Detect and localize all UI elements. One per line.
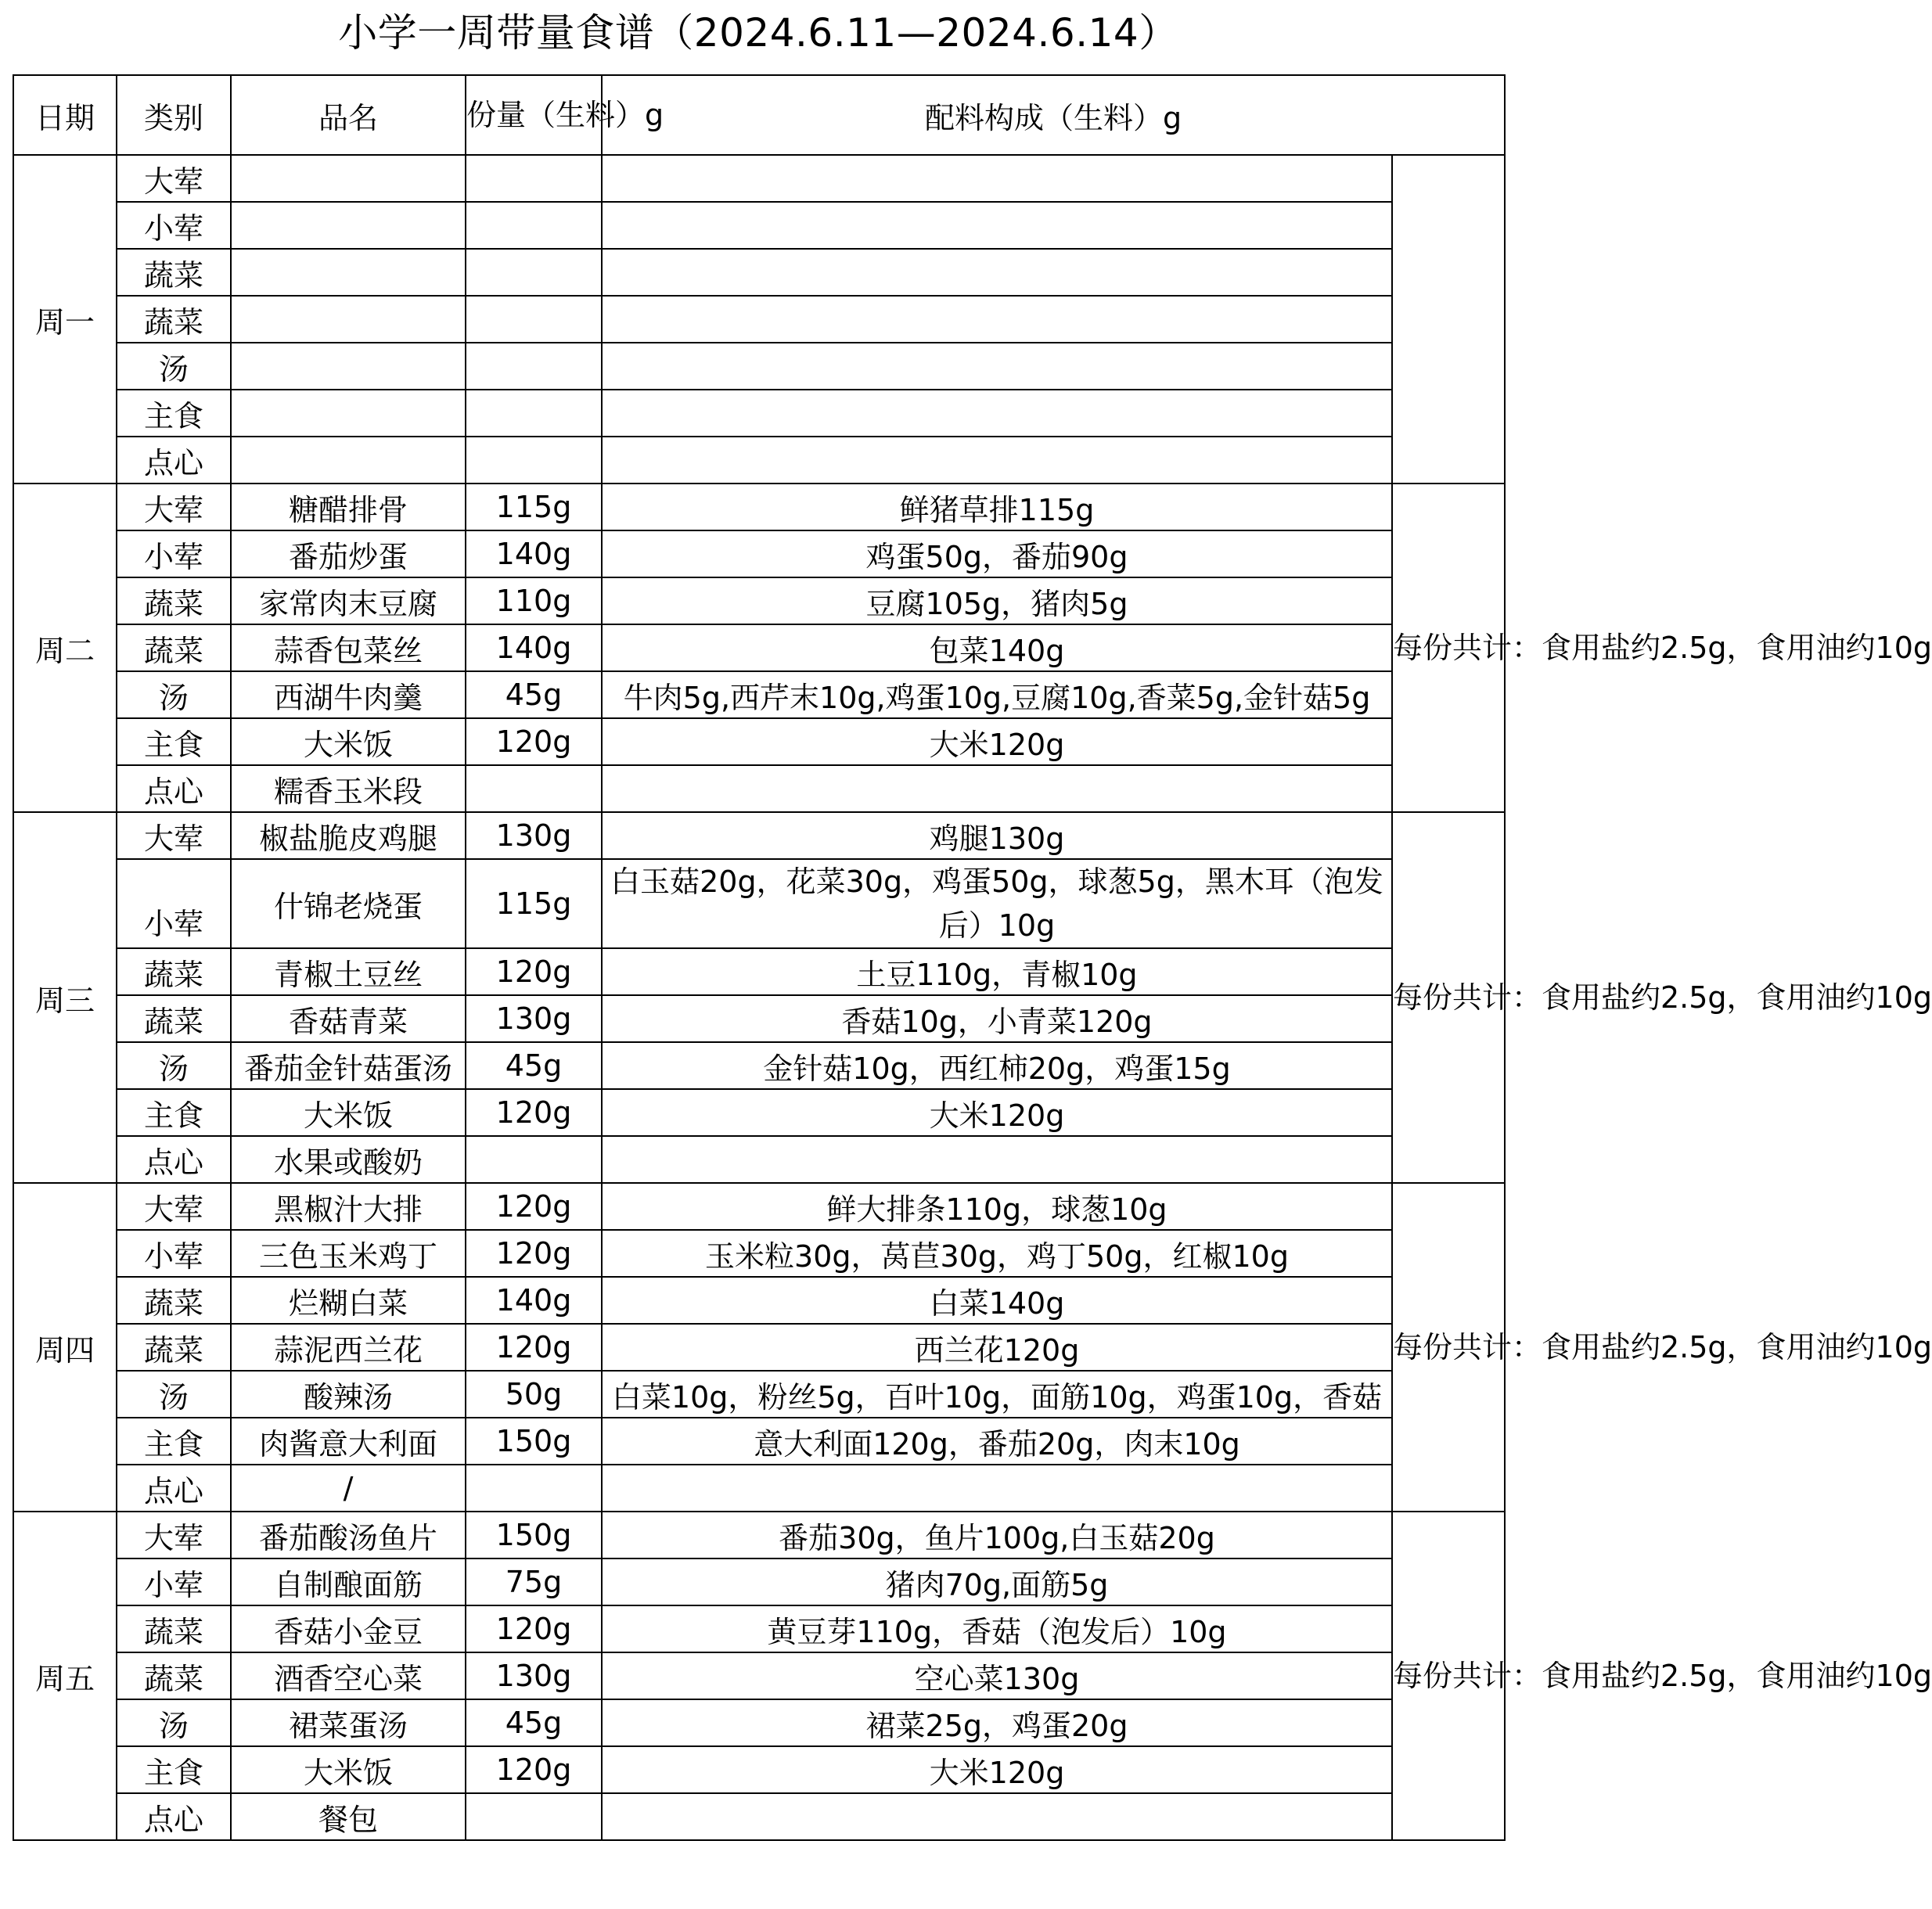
ingredients-cell <box>602 437 1392 484</box>
portion-cell: 120g <box>466 1230 602 1277</box>
category-cell: 大荤 <box>117 812 231 859</box>
ingredients-cell: 大米120g <box>602 718 1392 765</box>
category-cell: 蔬菜 <box>117 1324 231 1371</box>
portion-cell: 45g <box>466 1699 602 1746</box>
table-row <box>13 1746 1505 1793</box>
table-row <box>13 624 1505 671</box>
table-row <box>13 1089 1505 1136</box>
day-label: 周二 <box>13 484 117 812</box>
ingredients-cell: 西兰花120g <box>602 1324 1392 1371</box>
portion-cell: 120g <box>466 718 602 765</box>
category-cell: 蔬菜 <box>117 1652 231 1699</box>
table-row <box>13 1418 1505 1465</box>
page-title: 小学一周带量食谱（2024.6.11—2024.6.14） <box>338 10 1178 56</box>
category-cell: 汤 <box>117 1371 231 1418</box>
ingredients-cell: 白菜140g <box>602 1277 1392 1324</box>
ingredients-cell <box>602 343 1392 390</box>
dish-cell: 三色玉米鸡丁 <box>231 1230 466 1277</box>
portion-cell: 150g <box>466 1418 602 1465</box>
dish-cell <box>231 296 466 343</box>
table-row <box>13 1793 1505 1840</box>
category-cell: 主食 <box>117 1418 231 1465</box>
dish-cell: 西湖牛肉羹 <box>231 671 466 718</box>
ingredients-cell <box>602 1136 1392 1183</box>
portion-cell: 75g <box>466 1558 602 1605</box>
dish-cell: 香菇小金豆 <box>231 1605 466 1652</box>
table-row <box>13 296 1505 343</box>
day-label: 周四 <box>13 1183 117 1512</box>
portion-cell <box>466 765 602 812</box>
header-row <box>13 75 1505 155</box>
ingredients-cell: 大米120g <box>602 1746 1392 1793</box>
table-row <box>13 1558 1505 1605</box>
portion-cell: 120g <box>466 1605 602 1652</box>
ingredients-cell: 空心菜130g <box>602 1652 1392 1699</box>
menu-table <box>13 74 1932 1841</box>
ingredients-cell: 鸡腿130g <box>602 812 1392 859</box>
table-row <box>13 484 1505 530</box>
category-cell: 汤 <box>117 1042 231 1089</box>
header-dish: 品名 <box>231 75 466 155</box>
category-cell: 小荤 <box>117 1230 231 1277</box>
daily-note: 每份共计：食用盐约2.5g，食用油约10g <box>1392 1183 1505 1512</box>
dish-cell: 青椒土豆丝 <box>231 948 466 995</box>
category-cell: 小荤 <box>117 530 231 577</box>
dish-cell: 番茄金针菇蛋汤 <box>231 1042 466 1089</box>
ingredients-cell: 包菜140g <box>602 624 1392 671</box>
category-cell: 大荤 <box>117 155 231 202</box>
category-cell: 大荤 <box>117 1183 231 1230</box>
portion-cell: 140g <box>466 530 602 577</box>
ingredients-cell: 猪肉70g,面筋5g <box>602 1558 1392 1605</box>
ingredients-cell <box>602 390 1392 437</box>
ingredients-cell: 金针菇10g，西红柿20g，鸡蛋15g <box>602 1042 1392 1089</box>
dish-cell <box>231 202 466 249</box>
portion-cell: 45g <box>466 1042 602 1089</box>
table-row <box>13 155 1505 202</box>
category-cell: 蔬菜 <box>117 249 231 296</box>
category-cell: 蔬菜 <box>117 995 231 1042</box>
portion-cell <box>466 1465 602 1512</box>
dish-cell: 蒜香包菜丝 <box>231 624 466 671</box>
ingredients-cell: 白玉菇20g，花菜30g，鸡蛋50g，球葱5g，黑木耳（泡发后）10g <box>602 859 1392 948</box>
ingredients-cell: 白菜10g，粉丝5g，百叶10g，面筋10g，鸡蛋10g，香菇 <box>602 1371 1392 1418</box>
dish-cell: / <box>231 1465 466 1512</box>
category-cell: 点心 <box>117 765 231 812</box>
portion-cell <box>466 1793 602 1840</box>
portion-cell <box>466 155 602 202</box>
ingredients-cell <box>602 296 1392 343</box>
portion-cell: 120g <box>466 1089 602 1136</box>
dish-cell: 蒜泥西兰花 <box>231 1324 466 1371</box>
ingredients-cell: 豆腐105g，猪肉5g <box>602 577 1392 624</box>
portion-cell <box>466 343 602 390</box>
ingredients-cell: 黄豆芽110g，香菇（泡发后）10g <box>602 1605 1392 1652</box>
portion-cell <box>466 202 602 249</box>
category-cell: 点心 <box>117 1793 231 1840</box>
category-cell: 小荤 <box>117 1558 231 1605</box>
category-cell: 小荤 <box>117 859 231 948</box>
portion-cell <box>466 249 602 296</box>
table-row <box>13 577 1505 624</box>
dish-cell: 自制酿面筋 <box>231 1558 466 1605</box>
daily-note <box>1392 155 1505 484</box>
ingredients-cell: 土豆110g，青椒10g <box>602 948 1392 995</box>
dish-cell: 糖醋排骨 <box>231 484 466 530</box>
table-row <box>13 1324 1505 1371</box>
category-cell: 汤 <box>117 671 231 718</box>
menu-body <box>13 155 1932 1840</box>
portion-cell: 140g <box>466 1277 602 1324</box>
dish-cell: 肉酱意大利面 <box>231 1418 466 1465</box>
dish-cell: 酸辣汤 <box>231 1371 466 1418</box>
table-row <box>13 343 1505 390</box>
portion-cell: 130g <box>466 1652 602 1699</box>
table-row <box>13 1230 1505 1277</box>
portion-cell: 45g <box>466 671 602 718</box>
dish-cell: 家常肉末豆腐 <box>231 577 466 624</box>
portion-cell: 120g <box>466 1746 602 1793</box>
dish-cell: 什锦老烧蛋 <box>231 859 466 948</box>
header-portion: 份量（生料）g <box>466 75 602 155</box>
dish-cell: 黑椒汁大排 <box>231 1183 466 1230</box>
ingredients-cell: 香菇10g，小青菜120g <box>602 995 1392 1042</box>
dish-cell: 糯香玉米段 <box>231 765 466 812</box>
portion-cell: 115g <box>466 484 602 530</box>
portion-cell: 110g <box>466 577 602 624</box>
category-cell: 大荤 <box>117 484 231 530</box>
daily-note: 每份共计：食用盐约2.5g，食用油约10g <box>1392 484 1505 812</box>
portion-cell: 120g <box>466 1324 602 1371</box>
ingredients-cell: 牛肉5g,西芹末10g,鸡蛋10g,豆腐10g,香菜5g,金针菇5g <box>602 671 1392 718</box>
table-row <box>13 1512 1505 1558</box>
category-cell: 小荤 <box>117 202 231 249</box>
day-label: 周一 <box>13 155 117 484</box>
dish-cell: 烂糊白菜 <box>231 1277 466 1324</box>
ingredients-cell: 番茄30g，鱼片100g,白玉菇20g <box>602 1512 1392 1558</box>
category-cell: 汤 <box>117 1699 231 1746</box>
category-cell: 蔬菜 <box>117 624 231 671</box>
dish-cell: 番茄炒蛋 <box>231 530 466 577</box>
table-row <box>13 1371 1505 1418</box>
dish-cell <box>231 155 466 202</box>
ingredients-cell <box>602 155 1392 202</box>
dish-cell <box>231 249 466 296</box>
category-cell: 点心 <box>117 1465 231 1512</box>
category-cell: 主食 <box>117 1089 231 1136</box>
dish-cell: 椒盐脆皮鸡腿 <box>231 812 466 859</box>
dish-cell: 餐包 <box>231 1793 466 1840</box>
table-row <box>13 765 1505 812</box>
portion-cell <box>466 437 602 484</box>
table-row <box>13 995 1505 1042</box>
daily-note: 每份共计：食用盐约2.5g，食用油约10g <box>1392 812 1505 1183</box>
ingredients-cell <box>602 1793 1392 1840</box>
portion-cell: 115g <box>466 859 602 948</box>
dish-cell <box>231 390 466 437</box>
ingredients-cell: 意大利面120g，番茄20g，肉末10g <box>602 1418 1392 1465</box>
ingredients-cell <box>602 202 1392 249</box>
portion-cell: 130g <box>466 995 602 1042</box>
table-row <box>13 1465 1505 1512</box>
category-cell: 主食 <box>117 390 231 437</box>
table-row <box>13 1699 1505 1746</box>
dish-cell: 番茄酸汤鱼片 <box>231 1512 466 1558</box>
category-cell: 蔬菜 <box>117 296 231 343</box>
portion-cell: 50g <box>466 1371 602 1418</box>
table-row <box>13 390 1505 437</box>
day-label: 周五 <box>13 1512 117 1840</box>
table-row <box>13 1605 1505 1652</box>
category-cell: 主食 <box>117 718 231 765</box>
dish-cell: 裙菜蛋汤 <box>231 1699 466 1746</box>
category-cell: 蔬菜 <box>117 948 231 995</box>
dish-cell: 水果或酸奶 <box>231 1136 466 1183</box>
dish-cell: 大米饭 <box>231 718 466 765</box>
ingredients-cell: 鸡蛋50g，番茄90g <box>602 530 1392 577</box>
category-cell: 汤 <box>117 343 231 390</box>
table-row <box>13 249 1505 296</box>
portion-cell: 130g <box>466 812 602 859</box>
portion-cell: 120g <box>466 1183 602 1230</box>
table-row <box>13 1652 1505 1699</box>
portion-cell <box>466 296 602 343</box>
portion-cell <box>466 390 602 437</box>
ingredients-cell <box>602 1465 1392 1512</box>
table-row <box>13 1183 1505 1230</box>
portion-cell: 140g <box>466 624 602 671</box>
table-row <box>13 530 1505 577</box>
header-date: 日期 <box>13 75 117 155</box>
day-label: 周三 <box>13 812 117 1183</box>
table-row <box>13 812 1505 859</box>
ingredients-cell <box>602 249 1392 296</box>
ingredients-cell: 鲜猪草排115g <box>602 484 1392 530</box>
dish-cell <box>231 343 466 390</box>
table-row <box>13 1042 1505 1089</box>
category-cell: 点心 <box>117 437 231 484</box>
category-cell: 蔬菜 <box>117 1605 231 1652</box>
table-row <box>13 718 1505 765</box>
dish-cell: 大米饭 <box>231 1746 466 1793</box>
category-cell: 主食 <box>117 1746 231 1793</box>
category-cell: 蔬菜 <box>117 577 231 624</box>
table-row <box>13 1136 1505 1183</box>
dish-cell: 大米饭 <box>231 1089 466 1136</box>
table-row <box>13 948 1505 995</box>
header-category: 类别 <box>117 75 231 155</box>
ingredients-cell: 裙菜25g，鸡蛋20g <box>602 1699 1392 1746</box>
table-row <box>13 1277 1505 1324</box>
category-cell: 蔬菜 <box>117 1277 231 1324</box>
table-row <box>13 859 1505 948</box>
table-row <box>13 437 1505 484</box>
ingredients-cell: 大米120g <box>602 1089 1392 1136</box>
ingredients-cell <box>602 765 1392 812</box>
dish-cell: 酒香空心菜 <box>231 1652 466 1699</box>
category-cell: 大荤 <box>117 1512 231 1558</box>
daily-note: 每份共计：食用盐约2.5g，食用油约10g <box>1392 1512 1505 1840</box>
portion-cell <box>466 1136 602 1183</box>
portion-cell: 120g <box>466 948 602 995</box>
dish-cell <box>231 437 466 484</box>
dish-cell: 香菇青菜 <box>231 995 466 1042</box>
ingredients-cell: 鲜大排条110g，球葱10g <box>602 1183 1392 1230</box>
ingredients-cell: 玉米粒30g，莴苣30g，鸡丁50g，红椒10g <box>602 1230 1392 1277</box>
category-cell: 点心 <box>117 1136 231 1183</box>
header-ingredients: 配料构成（生料）g <box>602 75 1505 155</box>
portion-cell: 150g <box>466 1512 602 1558</box>
table-row <box>13 671 1505 718</box>
table-row <box>13 202 1505 249</box>
